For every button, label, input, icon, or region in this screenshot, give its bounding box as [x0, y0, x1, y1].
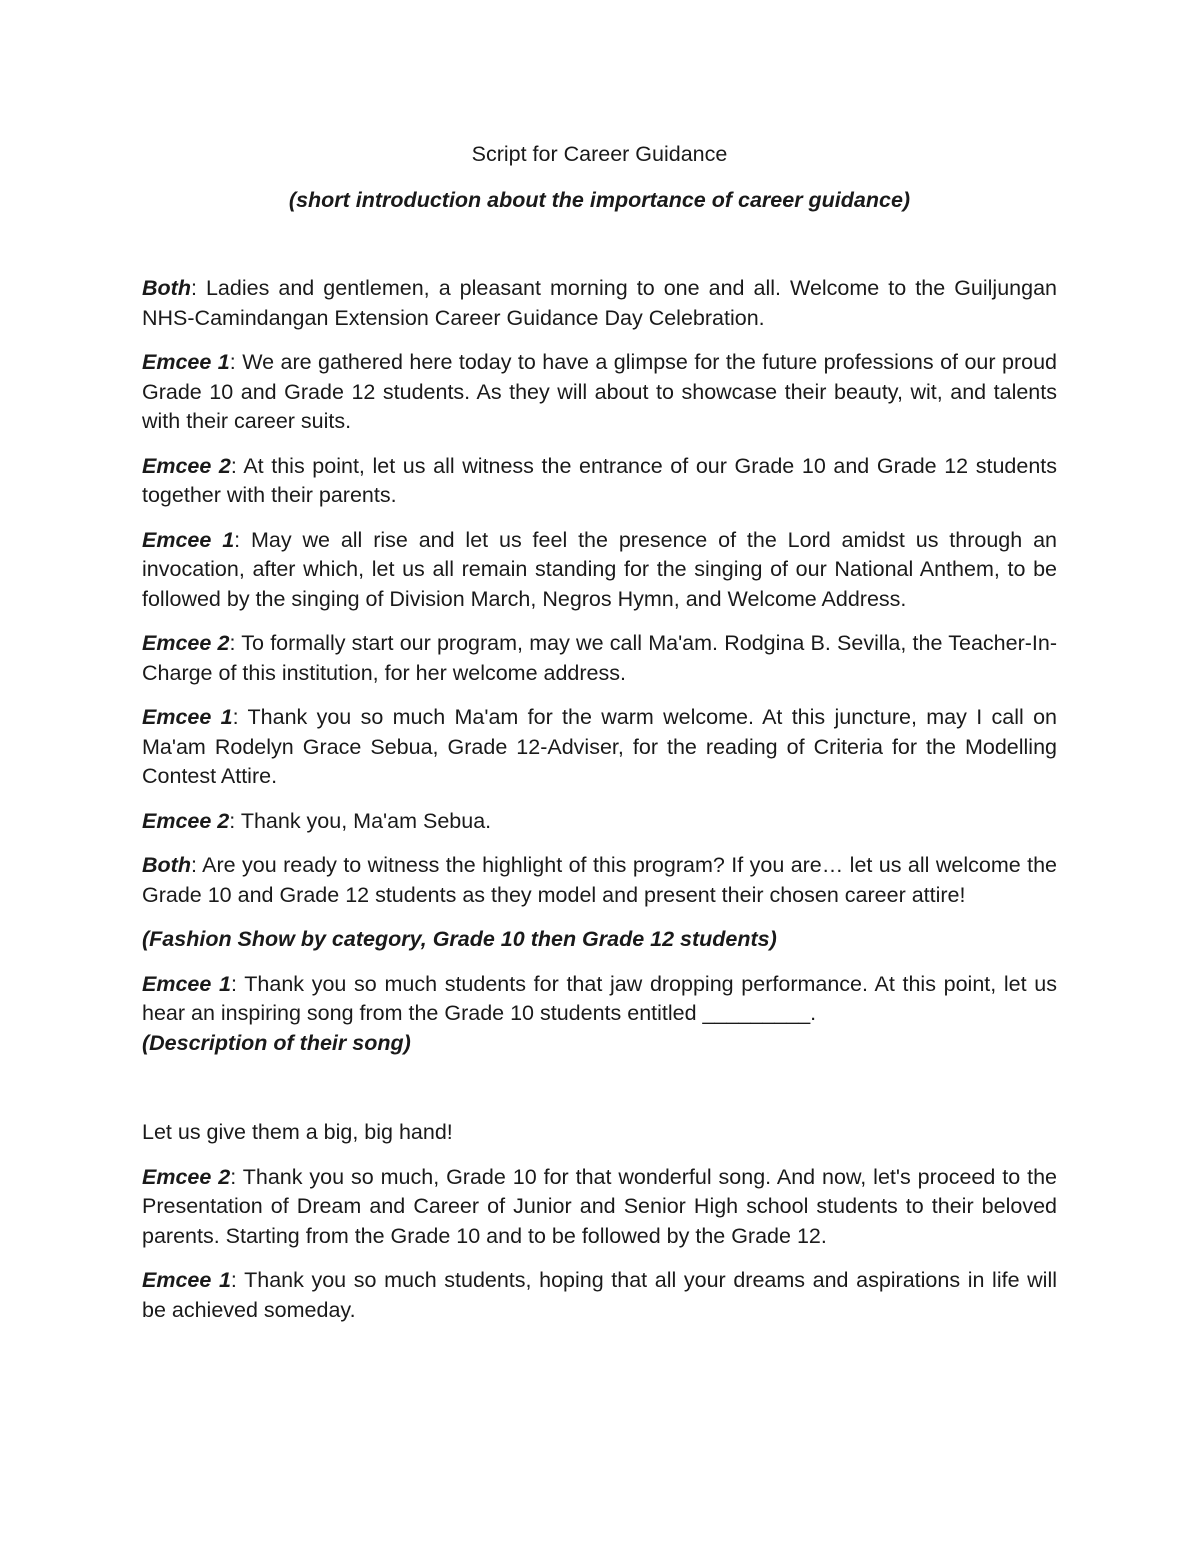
script-line: Both: Ladies and gentlemen, a pleasant morning to one and all. Welcome to the Guiljungan NHS-Camindangan Extension Career Guidance Day Celebration.: [142, 276, 1057, 330]
script-line: Emcee 2: At this point, let us all witness the entrance of our Grade 10 and Grade 12 students together with their parents.: [142, 453, 1058, 507]
speaker-label: Emcee 2: [142, 631, 230, 655]
script-line: Emcee 2: To formally start our program, may we call Ma'am. Rodgina B. Sevilla, the Teacher-In-Charge of this institution, for her welcome address.: [142, 631, 1057, 685]
line-text: To formally start our program, may we call Ma'am. Rodgina B. Sevilla, the Teacher-In-Charge of this institution, for her welcome address.: [142, 631, 1057, 685]
stage-direction: (Description of their song): [142, 1030, 411, 1055]
line-text: May we all rise and let us feel the presence of the Lord amidst us through an invocation, after which, let us all remain standing for the singing of our National Anthem, to be followed by the singing of Division March, Negros Hymn, and Welcome Address.: [142, 527, 1057, 611]
speaker-label: Emcee 2: [142, 453, 231, 478]
script-line: Emcee 2: Thank you so much, Grade 10 for that wonderful song. And now, let's proceed to the Presentation of Dream and Career of Junior and Senior High school students to their beloved parents. Starting from the Grade 10 and to be followed by the Grade 12.: [142, 1164, 1058, 1248]
script-line: Emcee 2: Thank you, Ma'am Sebua.: [142, 808, 492, 833]
line-text: Are you ready to witness the highlight of this program? If you are… let us all welcome the Grade 10 and Grade 12 students as they model and present their chosen career attire!: [142, 853, 1057, 907]
speaker-label: Both: [142, 853, 191, 877]
script-line: Emcee 1: Thank you so much Ma'am for the warm welcome. At this juncture, may I call on Ma'am Rodelyn Grace Sebua, Grade 12-Adviser, for the reading of Criteria for the Modelling Contest Attire.: [142, 705, 1057, 788]
script-line: Both: Are you ready to witness the highlight of this program? If you are… let us all welcome the Grade 10 and Grade 12 students as they model and present their chosen career attire!: [142, 853, 1057, 907]
script-line: Emcee 1: Thank you so much students for that jaw dropping performance. At this point, let us hear an inspiring song from the Grade 10 students entitled _________. (Description of their song): [142, 971, 1058, 1055]
speaker-label: Both: [142, 276, 191, 300]
line-text: Thank you, Ma'am Sebua.: [240, 808, 492, 833]
stage-direction: (Fashion Show by category, Grade 10 then Grade 12 students): [142, 927, 777, 951]
line-text: Thank you so much students for that jaw dropping performance. At this point, let us hear an inspiring song from the Grade 10 students entitled _________.: [142, 971, 1058, 1025]
line-text: We are gathered here today to have a glimpse for the future professions of our proud Grade 10 and Grade 12 students. As they will about to showcase their beauty, wit, and talents with their career suits.: [142, 350, 1057, 433]
speaker-label: Emcee 1: [142, 971, 231, 996]
speaker-label: Emcee 1: [142, 705, 233, 729]
document-page: [142, 140, 1057, 1340]
line-text: Thank you so much, Grade 10 for that wonderful song. And now, let's proceed to the Presentation of Dream and Career of Junior and Senior High school students to their beloved parents. Starting from the Grade 10 and to be followed by the Grade 12.: [142, 1164, 1058, 1248]
speaker-label: Emcee 1: [142, 1268, 231, 1292]
speaker-label: Emcee 2: [142, 808, 230, 833]
document-subtitle: (short introduction about the importance of career guidance): [288, 187, 911, 212]
speaker-label: Emcee 1: [142, 350, 230, 374]
line-text: At this point, let us all witness the entrance of our Grade 10 and Grade 12 students together with their parents.: [142, 453, 1058, 507]
line-text: Thank you so much Ma'am for the warm welcome. At this juncture, may I call on Ma'am Rodelyn Grace Sebua, Grade 12-Adviser, for the reading of Criteria for the Modelling Contest Attire.: [142, 705, 1057, 788]
applause-line: Let us give them a big, big hand!: [142, 1120, 453, 1144]
speaker-label: Emcee 1: [142, 527, 235, 552]
script-line: Emcee 1: May we all rise and let us feel the presence of the Lord amidst us through an invocation, after which, let us all remain standing for the singing of our National Anthem, to be followed by the singing of Division March, Negros Hymn, and Welcome Address.: [142, 527, 1057, 611]
speaker-label: Emcee 2: [142, 1164, 231, 1189]
line-text: Ladies and gentlemen, a pleasant morning to one and all. Welcome to the Guiljungan NHS-Camindangan Extension Career Guidance Day Celebration.: [142, 276, 1057, 330]
script-line: Emcee 1: Thank you so much students, hoping that all your dreams and aspirations in life will be achieved someday.: [142, 1268, 1057, 1322]
line-text: Thank you so much students, hoping that all your dreams and aspirations in life will be achieved someday.: [142, 1268, 1057, 1322]
document-title: Script for Career Guidance: [471, 142, 728, 166]
script-line: Emcee 1: We are gathered here today to have a glimpse for the future professions of our proud Grade 10 and Grade 12 students. As they will about to showcase their beauty, wit, and talents with their career suits.: [142, 350, 1057, 433]
